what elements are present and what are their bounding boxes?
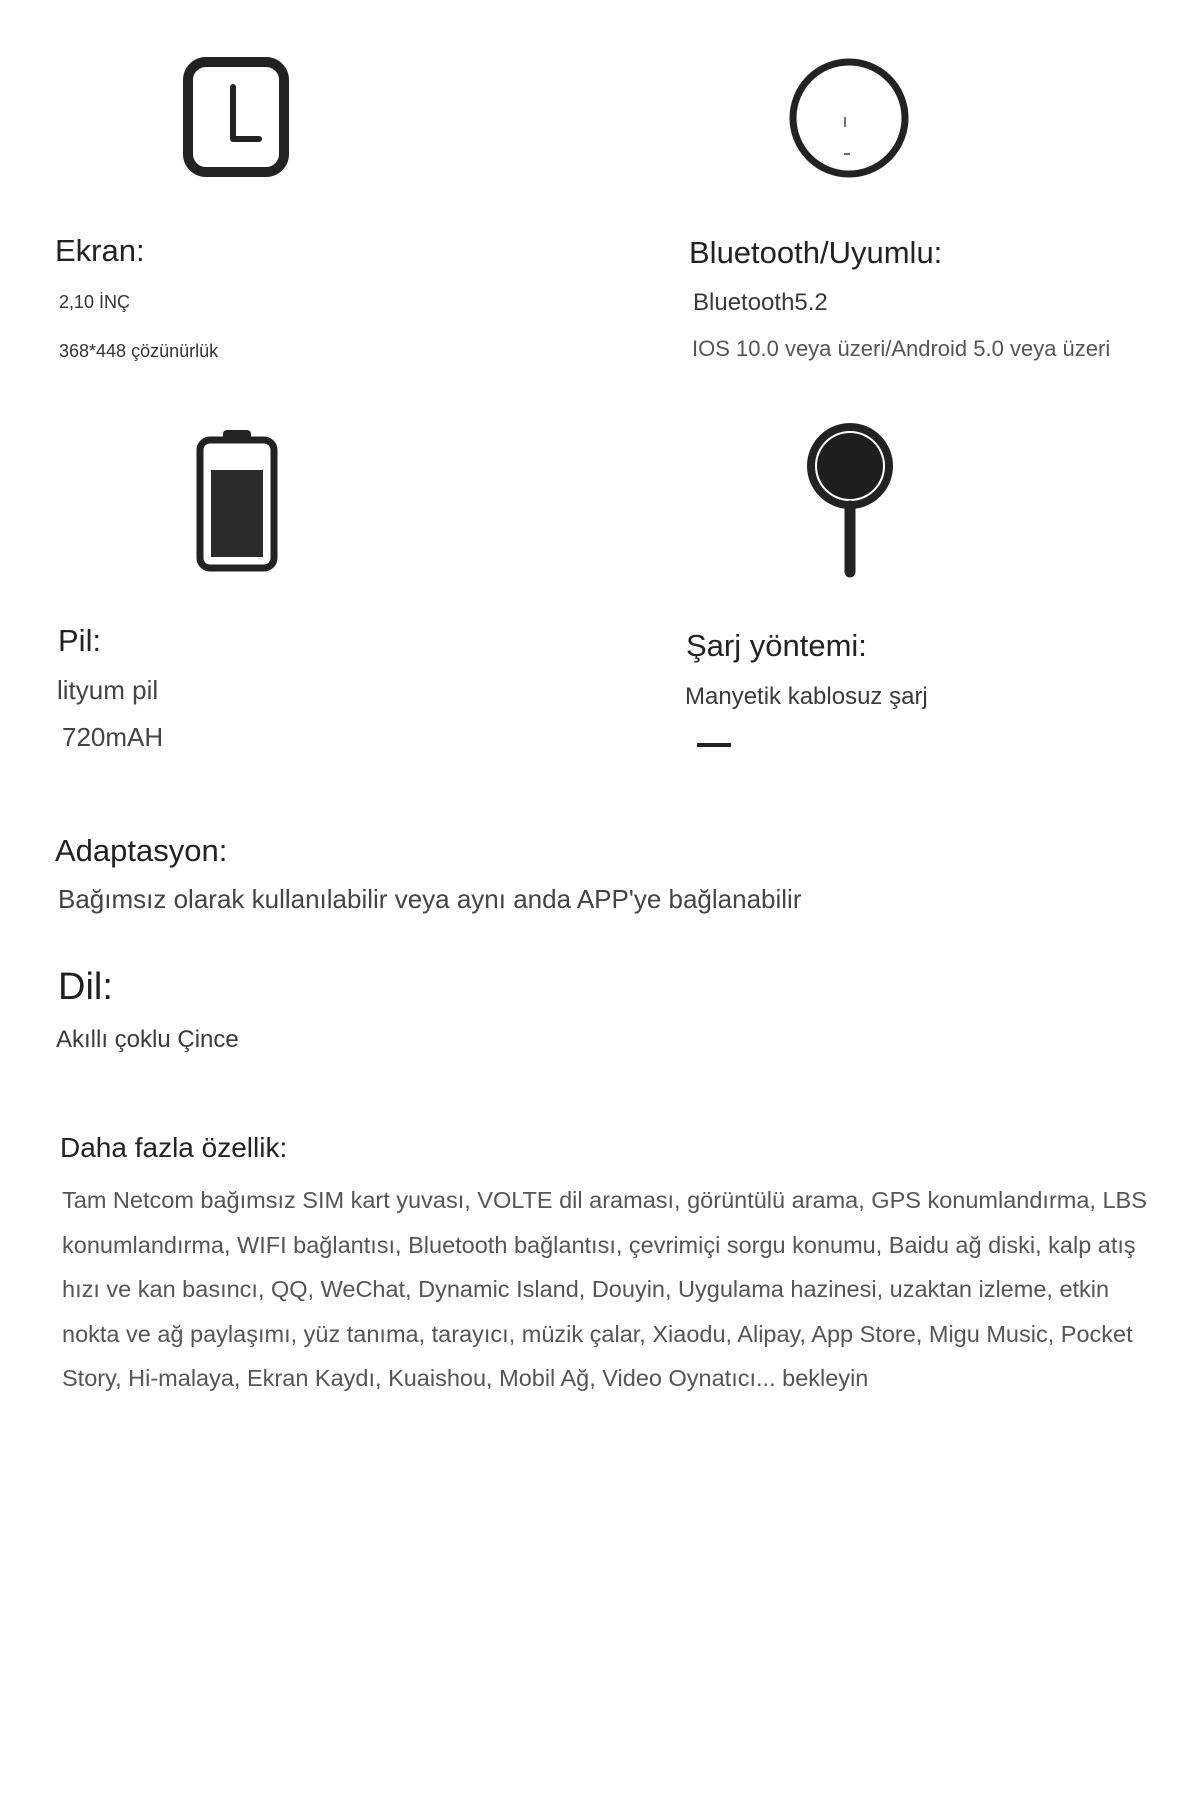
screen-size: 2,10 İNÇ — [59, 292, 131, 312]
battery-type: lityum pil — [57, 675, 159, 705]
battery-icon — [195, 428, 279, 574]
battery-title: Pil: — [58, 623, 102, 658]
bluetooth-title: Bluetooth/Uyumlu: — [689, 235, 943, 270]
language-title: Dil: — [58, 966, 113, 1008]
round-watch-icon — [787, 57, 911, 179]
charging-extra-dash — [697, 743, 731, 747]
magnetic-charger-icon — [803, 420, 897, 580]
bluetooth-compat: IOS 10.0 veya üzeri/Android 5.0 veya üzeri — [692, 336, 1111, 361]
battery-capacity: 720mAH — [62, 722, 164, 752]
bluetooth-version: Bluetooth5.2 — [693, 289, 828, 316]
screen-title: Ekran: — [55, 233, 145, 268]
adaptation-title: Adaptasyon: — [55, 833, 228, 868]
more-features-title: Daha fazla özellik: — [60, 1132, 288, 1163]
language-text: Akıllı çoklu Çince — [56, 1026, 239, 1053]
charging-title: Şarj yöntemi: — [686, 628, 867, 663]
more-features-text: Tam Netcom bağımsız SIM kart yuvası, VOLTE dil araması, görüntülü arama, GPS konumlandırma, LBS konumlandırma, WIFI bağlantısı, Bluetooth bağlantısı, çevrimiçi sorgu konumu, Baidu ağ diski, kalp atış hızı ve kan basıncı, QQ, WeChat, Dynamic Island, Douyin, Uygulama hazinesi, uzaktan izleme, etkin nokta ve ağ paylaşımı, yüz tanıma, tarayıcı, müzik çalar, Xiaodu, Alipay, App Store, Migu Music, Pocket Story, Hi-malaya, Ekran Kaydı, Kuaishou, Mobil Ağ, Video Oynatıcı... bekleyin — [62, 1187, 1147, 1391]
square-watch-clock-icon — [183, 57, 289, 177]
charging-method: Manyetik kablosuz şarj — [685, 683, 928, 710]
adaptation-text: Bağımsız olarak kullanılabilir veya aynı anda APP'ye bağlanabilir — [58, 884, 802, 914]
screen-resolution: 368*448 çözünürlük — [59, 341, 219, 361]
